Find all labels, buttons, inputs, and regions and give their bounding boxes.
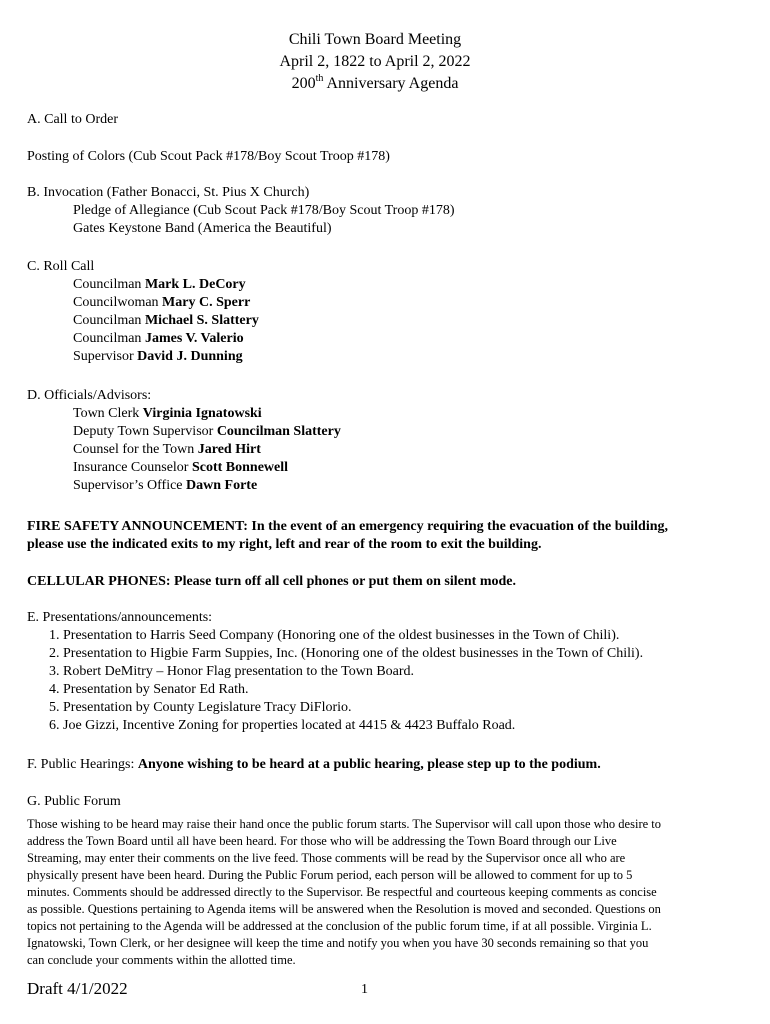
official-name: Councilman Slattery — [216, 424, 341, 439]
cellular-phones-notice: CELLULAR PHONES: Please turn off all cell phones or put them on silent mode. — [27, 574, 516, 589]
member-name: Mark L. DeCory — [144, 277, 246, 292]
official-row — [27, 477, 737, 495]
member-name: Michael S. Slattery — [144, 313, 259, 328]
roll-call-section — [27, 258, 737, 366]
public-hearings-instruction: Anyone wishing to be heard at a public hearing, please step up to the podium. — [137, 757, 601, 772]
fire-safety-line: FIRE SAFETY ANNOUNCEMENT: In the event of an emergency requiring the evacuation of the building, — [27, 519, 669, 534]
forum-line: address the Town Board until all have been heard. For those who will be addressing the Town Board through our Live — [27, 834, 617, 848]
official-title: Town Clerk — [73, 406, 143, 421]
presentations-section — [27, 609, 737, 735]
official-name: Virginia Ignatowski — [142, 406, 262, 421]
member-name: Mary C. Sperr — [162, 295, 251, 310]
public-hearings-label: F. Public Hearings: — [27, 757, 138, 772]
presentation-item: 2. Presentation to Higbie Farm Suppies, Inc. (Honoring one of the oldest businesses in the Town of Chili). — [49, 646, 644, 661]
member-title: Councilman — [73, 277, 145, 292]
invocation-heading: B. Invocation (Father Bonacci, St. Pius X Church) — [27, 185, 310, 200]
official-title: Supervisor’s Office — [73, 478, 187, 493]
forum-line: Those wishing to be heard may raise their hand once the public forum starts. The Supervisor will call upon those who desire to — [27, 817, 661, 831]
official-name: Dawn Forte — [186, 478, 258, 493]
officials-section — [27, 387, 737, 495]
roll-call-member — [27, 294, 737, 312]
fire-safety-announcement — [27, 518, 737, 554]
invocation-item: Pledge of Allegiance (Cub Scout Pack #178/Boy Scout Troop #178) — [73, 203, 455, 218]
official-title: Deputy Town Supervisor — [73, 424, 217, 439]
forum-line: physically present have been heard. During the Public Forum period, each person will be allowed to comment for up to 5 — [27, 868, 633, 882]
presentation-item: 3. Robert DeMitry – Honor Flag presentation to the Town Board. — [49, 664, 415, 679]
roll-call-heading: C. Roll Call — [27, 259, 95, 274]
officials-heading: D. Officials/Advisors: — [27, 388, 152, 403]
draft-date: Draft 4/1/2022 — [27, 979, 128, 998]
presentation-item: 6. Joe Gizzi, Incentive Zoning for properties located at 4415 & 4423 Buffalo Road. — [49, 718, 516, 733]
public-forum-heading: G. Public Forum — [27, 794, 121, 809]
member-title: Councilwoman — [73, 295, 163, 310]
official-title: Counsel for the Town — [73, 442, 198, 457]
public-forum-text — [27, 816, 727, 969]
member-title: Councilman — [73, 313, 145, 328]
roll-call-member — [27, 348, 737, 366]
invocation-item: Gates Keystone Band (America the Beautiful) — [73, 221, 332, 236]
anniversary-number: 200 — [291, 75, 316, 92]
meeting-dates: April 2, 1822 to April 2, 2022 — [279, 53, 471, 70]
official-title: Insurance Counselor — [73, 460, 192, 475]
roll-call-member — [27, 330, 737, 348]
forum-line: Ignatowski, Town Clerk, or her designee will keep the time and notify you when you have 30 seconds remaining so that you — [27, 936, 649, 950]
fire-safety-line: please use the indicated exits to my right, left and rear of the room to exit the building. — [27, 537, 542, 552]
official-row — [27, 405, 737, 423]
official-name: Jared Hirt — [197, 442, 261, 457]
call-to-order: A. Call to Order — [27, 112, 118, 127]
official-name: Scott Bonnewell — [191, 460, 289, 475]
meeting-title: Chili Town Board Meeting — [288, 31, 462, 48]
forum-line: topics not pertaining to the Agenda will be addressed at the conclusion of the public forum time, if at all possible. Virginia L. — [27, 919, 652, 933]
member-title: Supervisor — [73, 349, 138, 364]
member-title: Councilman — [73, 331, 145, 346]
agenda-title — [0, 73, 750, 94]
agenda-title-rest: Anniversary Agenda — [323, 75, 459, 92]
presentation-item: 5. Presentation by County Legislature Tracy DiFlorio. — [49, 700, 352, 715]
roll-call-member — [27, 312, 737, 330]
public-hearings — [27, 756, 737, 774]
member-name: James V. Valerio — [144, 331, 244, 346]
official-row — [27, 441, 737, 459]
presentations-heading: E. Presentations/announcements: — [27, 610, 213, 625]
forum-line: as possible. Questions pertaining to Agenda items will be answered when the Resolution is moved and seconded. Questions on — [27, 902, 661, 916]
official-row — [27, 459, 737, 477]
official-row — [27, 423, 737, 441]
member-name: David J. Dunning — [137, 349, 243, 364]
posting-of-colors: Posting of Colors (Cub Scout Pack #178/Boy Scout Troop #178) — [27, 149, 390, 164]
presentation-item: 1. Presentation to Harris Seed Company (Honoring one of the oldest businesses in the Town of Chili). — [49, 628, 620, 643]
invocation-section — [27, 184, 737, 238]
anniversary-suffix: th — [315, 72, 324, 84]
page-number: 1 — [361, 982, 368, 997]
forum-line: Streaming, may enter their comments on the live feed. Those comments will be read by the Supervisor once all who are — [27, 851, 626, 865]
forum-line: can conclude your comments within the allotted time. — [27, 953, 296, 967]
roll-call-member — [27, 276, 737, 294]
presentation-item: 4. Presentation by Senator Ed Rath. — [49, 682, 249, 697]
forum-line: minutes. Comments should be addressed directly to the Supervisor. Be respectful and courteous keeping comments as concise — [27, 885, 657, 899]
